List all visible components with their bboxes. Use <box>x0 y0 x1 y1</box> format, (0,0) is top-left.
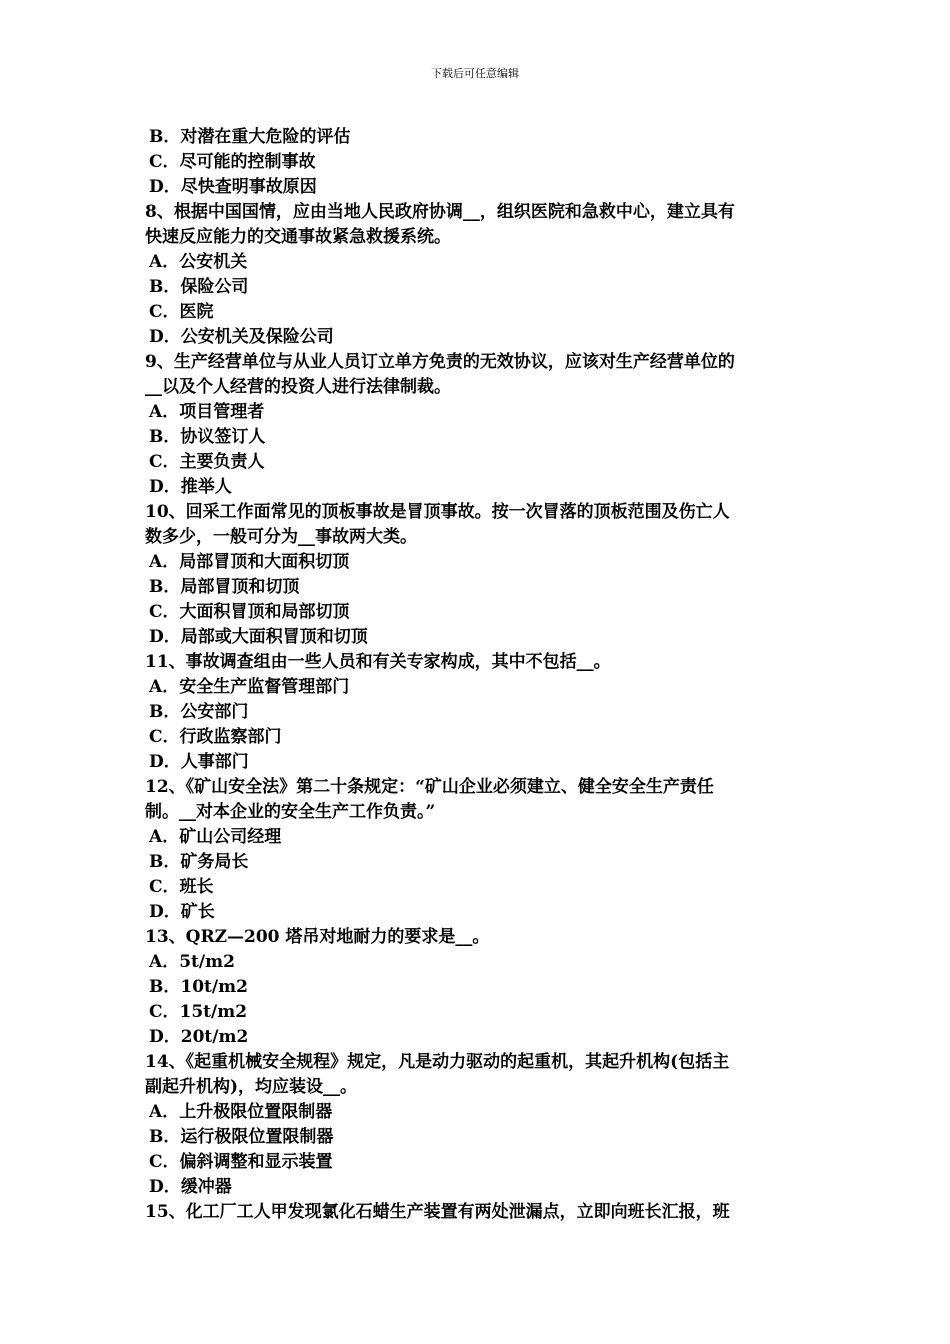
answer-option: B．对潜在重大危险的评估 <box>149 127 351 147</box>
answer-option: D．公安机关及保险公司 <box>149 327 334 347</box>
question-text: 11、事故调查组由一些人员和有关专家构成，其中不包括__。 <box>145 652 611 672</box>
answer-option: D．缓冲器 <box>149 1177 232 1197</box>
answer-option: A．矿山公司经理 <box>149 827 282 847</box>
answer-option: A．局部冒顶和大面积切顶 <box>149 552 350 572</box>
question-text: 15、化工厂工人甲发现氯化石蜡生产装置有两处泄漏点，立即向班长汇报，班 <box>145 1202 730 1222</box>
answer-option: B．矿务局长 <box>149 852 249 872</box>
answer-option: A．公安机关 <box>149 252 248 272</box>
question-text: 快速反应能力的交通事故紧急救援系统。 <box>145 227 451 247</box>
answer-option: B．公安部门 <box>149 702 249 722</box>
answer-option: C．大面积冒顶和局部切顶 <box>149 602 350 622</box>
question-text: 14、《起重机械安全规程》规定，凡是动力驱动的起重机，其起升机构(包括主 <box>145 1052 730 1072</box>
answer-option: C．尽可能的控制事故 <box>149 152 316 172</box>
question-text: 制。__对本企业的安全生产工作负责。” <box>145 802 436 822</box>
answer-option: D．20t/m2 <box>149 1027 249 1047</box>
answer-option: A．5t/m2 <box>149 952 235 972</box>
question-text: 10、回采工作面常见的顶板事故是冒顶事故。按一次冒落的顶板范围及伤亡人 <box>145 502 730 522</box>
answer-option: B．协议签订人 <box>149 427 266 447</box>
question-text: 副起升机构)，均应装设__。 <box>145 1077 358 1097</box>
answer-option: B．保险公司 <box>149 277 249 297</box>
answer-option: A．安全生产监督管理部门 <box>149 677 350 697</box>
document-body <box>145 125 810 1225</box>
answer-option: A．上升极限位置限制器 <box>149 1102 333 1122</box>
answer-option: C．医院 <box>149 302 214 322</box>
answer-option: D．推举人 <box>149 477 232 497</box>
answer-option: B．局部冒顶和切顶 <box>149 577 300 597</box>
answer-option: D．尽快查明事故原因 <box>149 177 317 197</box>
question-text: 8、根据中国国情，应由当地人民政府协调__，组织医院和急救中心，建立具有 <box>145 202 735 222</box>
answer-option: D．人事部门 <box>149 752 249 772</box>
question-text: 9、生产经营单位与从业人员订立单方免责的无效协议，应该对生产经营单位的 <box>145 352 735 372</box>
question-text: 13、QRZ—200 塔吊对地耐力的要求是__。 <box>145 927 490 947</box>
question-text: 12、《矿山安全法》第二十条规定：“矿山企业必须建立、健全安全生产责任 <box>145 777 714 797</box>
answer-option: C．班长 <box>149 877 214 897</box>
answer-option: B．10t/m2 <box>149 977 248 997</box>
answer-option: B．运行极限位置限制器 <box>149 1127 334 1147</box>
answer-option: C．行政监察部门 <box>149 727 282 747</box>
answer-option: A．项目管理者 <box>149 402 265 422</box>
page-header: 下载后可任意编辑 <box>431 67 519 80</box>
answer-option: C．主要负责人 <box>149 452 265 472</box>
answer-option: C．15t/m2 <box>149 1002 248 1022</box>
question-text: __以及个人经营的投资人进行法律制裁。 <box>145 377 451 397</box>
answer-option: C．偏斜调整和显示装置 <box>149 1152 333 1172</box>
answer-option: D．局部或大面积冒顶和切顶 <box>149 627 368 647</box>
answer-option: D．矿长 <box>149 902 215 922</box>
question-text: 数多少，一般可分为__事故两大类。 <box>145 527 417 547</box>
